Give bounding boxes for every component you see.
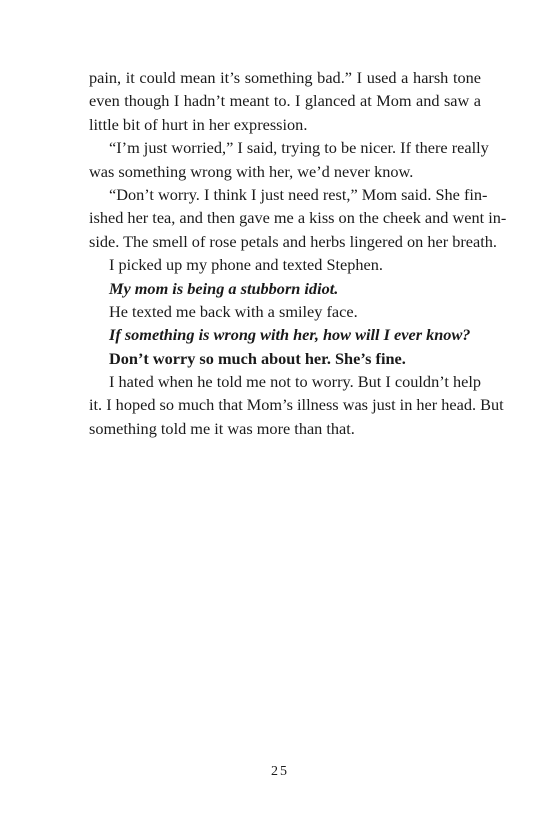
- text-message-reply-line: Don’t worry so much about her. She’s fine.: [109, 348, 406, 368]
- text-line: was something wrong with her, we’d never know.: [89, 161, 414, 181]
- text-line: little bit of hurt in her expression.: [89, 114, 308, 134]
- text-line: “I’m just worried,” I said, trying to be nicer. If there really: [109, 138, 489, 158]
- text-line: something told me it was more than that.: [89, 418, 355, 438]
- page-body-text: [89, 66, 507, 440]
- text-line: I picked up my phone and texted Stephen.: [109, 255, 383, 275]
- text-line: I hated when he told me not to worry. But I couldn’t help: [109, 372, 481, 392]
- text-line: ished her tea, and then gave me a kiss on the cheek and went in-: [89, 208, 507, 228]
- text-line: even though I hadn’t meant to. I glanced at Mom and saw a: [89, 91, 481, 111]
- text-line: “Don’t worry. I think I just need rest,” Mom said. She fin-: [109, 184, 488, 204]
- text-message-line: My mom is being a stubborn idiot.: [109, 278, 339, 298]
- text-line: it. I hoped so much that Mom’s illness was just in her head. But: [89, 395, 504, 415]
- text-line: He texted me back with a smiley face.: [109, 301, 358, 321]
- text-line: pain, it could mean it’s something bad.” I used a harsh tone: [89, 68, 481, 87]
- page-number: 25: [271, 764, 289, 779]
- text-line: side. The smell of rose petals and herbs lingered on her breath.: [89, 231, 497, 251]
- text-message-line: If something is wrong with her, how will I ever know?: [109, 325, 471, 345]
